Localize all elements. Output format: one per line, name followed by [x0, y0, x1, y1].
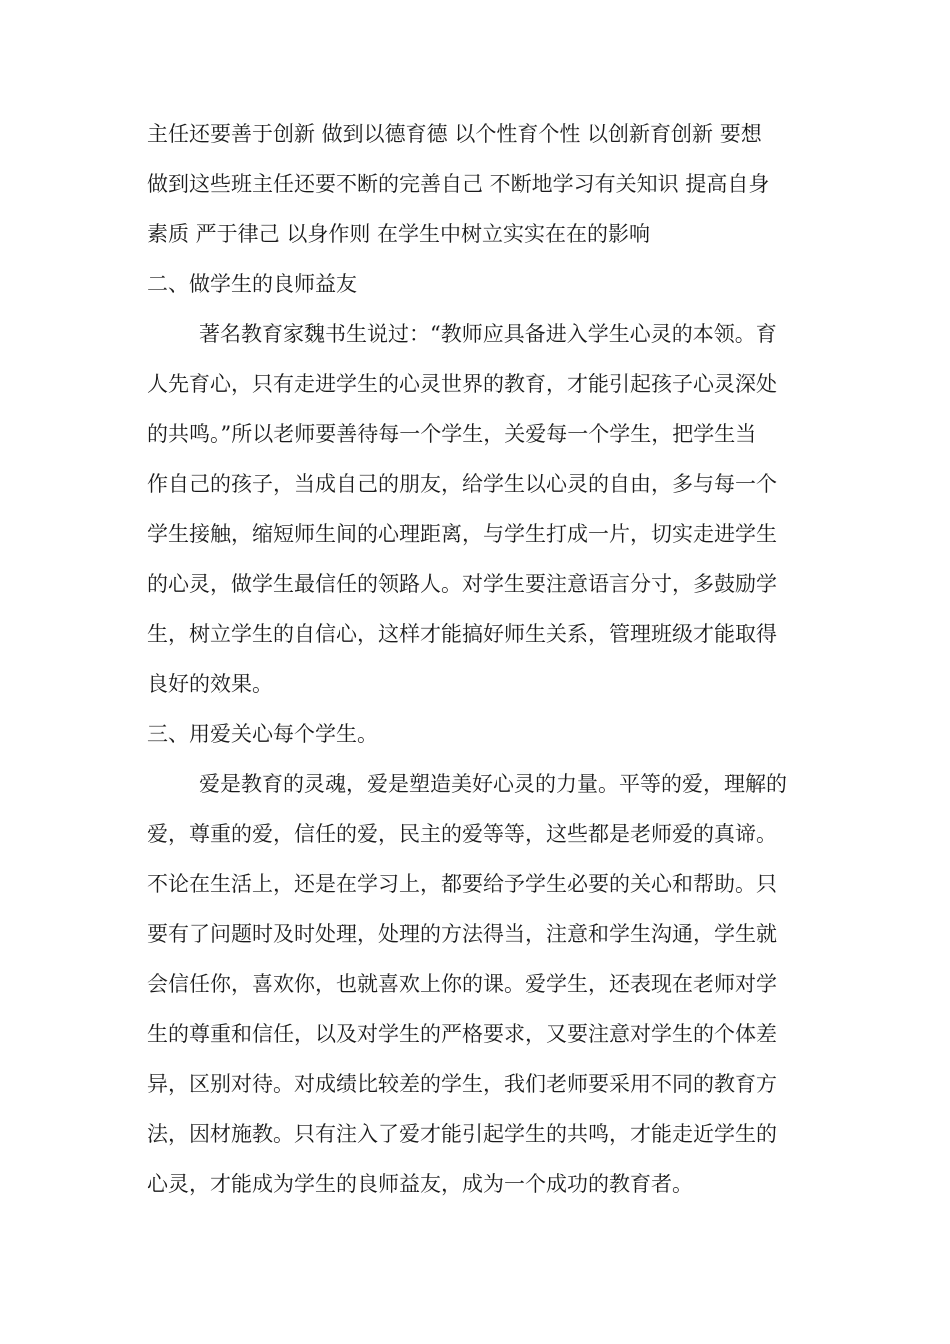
section-3-paragraph-line-4: 要有了问题时及时处理，处理的方法得当，注意和学生沟通，学生就: [147, 922, 777, 946]
section-2-paragraph-line-2: 人先育心，只有走进学生的心灵世界的教育，才能引起孩子心灵深处: [147, 372, 777, 396]
section-3-paragraph-line-9: 心灵，才能成为学生的良师益友，成为一个成功的教育者。: [147, 1172, 693, 1196]
section-3-paragraph-line-3: 不论在生活上，还是在学习上，都要给予学生必要的关心和帮助。只: [147, 872, 777, 896]
section-2-paragraph-line-4: 作自己的孩子，当成自己的朋友，给学生以心灵的自由，多与每一个: [147, 472, 777, 496]
section-2-paragraph-line-1: 著名教育家魏书生说过：“教师应具备进入学生心灵的本领。育: [199, 322, 777, 346]
section-2-paragraph-line-5: 学生接触，缩短师生间的心理距离，与学生打成一片，切实走进学生: [147, 522, 777, 546]
paragraph-continuation-line-3: 素质 严于律己 以身作则 在学生中树立实实在在的影响: [147, 222, 651, 246]
section-3-paragraph-line-7: 异，区别对待。对成绩比较差的学生，我们老师要采用不同的教育方: [147, 1072, 777, 1096]
section-3-paragraph-line-6: 生的尊重和信任，以及对学生的严格要求，又要注意对学生的个体差: [147, 1022, 777, 1046]
section-3-paragraph-line-2: 爱，尊重的爱，信任的爱，民主的爱等等，这些都是老师爱的真谛。: [147, 822, 777, 846]
paragraph-continuation-line-2: 做到这些班主任还要不断的完善自己 不断地学习有关知识 提高自身: [147, 172, 770, 196]
section-2-paragraph-line-8: 良好的效果。: [147, 672, 273, 696]
section-3-paragraph-line-1: 爱是教育的灵魂，爱是塑造美好心灵的力量。平等的爱，理解的: [199, 772, 787, 796]
section-heading-2: 二、做学生的良师益友: [147, 272, 357, 296]
section-2-paragraph-line-6: 的心灵，做学生最信任的领路人。对学生要注意语言分寸，多鼓励学: [147, 572, 777, 596]
section-2-paragraph-line-3: 的共鸣。”所以老师要善待每一个学生，关爱每一个学生，把学生当: [147, 422, 757, 446]
section-2-paragraph-line-7: 生，树立学生的自信心，这样才能搞好师生关系，管理班级才能取得: [147, 622, 777, 646]
section-3-paragraph-line-5: 会信任你，喜欢你，也就喜欢上你的课。爱学生，还表现在老师对学: [147, 972, 777, 996]
section-heading-3: 三、用爱关心每个学生。: [147, 722, 378, 746]
section-3-paragraph-line-8: 法，因材施教。只有注入了爱才能引起学生的共鸣，才能走近学生的: [147, 1122, 777, 1146]
paragraph-continuation-line-1: 主任还要善于创新 做到以德育德 以个性育个性 以创新育创新 要想: [147, 122, 762, 146]
